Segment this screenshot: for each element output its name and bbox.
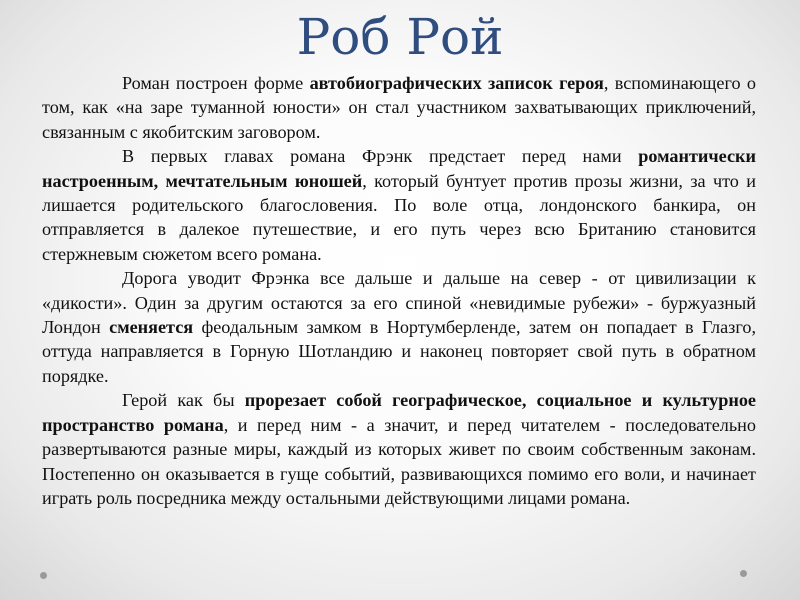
decorative-dot-icon xyxy=(40,572,47,579)
paragraph-1 xyxy=(42,71,756,144)
paragraph-1-text-end: , вспоминающего о том, как «на заре туманной юности» он стал участником захватывающих приключений, связанным с якобитским заговором. xyxy=(42,73,756,142)
paragraph-2-emphasis: романтически настроенным, мечтательным юношей xyxy=(42,146,756,191)
paragraph-2 xyxy=(42,144,756,266)
paragraph-2-text: В первых главах романа Фрэнк предстает перед нами xyxy=(122,146,639,167)
paragraph-4-text: Герой как бы xyxy=(122,390,245,411)
paragraph-4-emphasis: прорезает собой географическое, социальное и культурное пространство романа xyxy=(42,390,756,435)
paragraph-2-text-end: , который бунтует против прозы жизни, за что и лишается родительского благословения. По воле отца, лондонского банкира, он отправляется в далекое путешествие, и его путь через всю Британию становится стержневым сюжетом всего романа. xyxy=(42,170,757,264)
paragraph-3 xyxy=(42,266,756,388)
slide-title: Роб Рой xyxy=(296,8,504,66)
decorative-dot-icon xyxy=(740,570,747,577)
paragraph-3-text-end: феодальным замком в Нортумберленде, затем он попадает в Глазго, оттуда направляется в Горную Шотландию и наконец повторяет свой путь в обратном порядке. xyxy=(42,317,757,386)
paragraph-3-emphasis: сменяется xyxy=(109,317,194,338)
paragraph-4-text-end: , и перед ним - а значит, и перед читателем - последовательно развертываются разные миры, каждый из которых живет по своим собственным законам. Постепенно он оказывается в гуще событий, развивающихся помимо его воли, и начинает играть роль посредника между остальными действующими лицами романа. xyxy=(42,414,756,508)
paragraph-1-text: Роман построен форме xyxy=(122,73,310,93)
paragraph-1-emphasis: автобиографических записок героя xyxy=(309,73,604,93)
slide-body-text xyxy=(42,71,756,510)
paragraph-4 xyxy=(42,388,756,510)
paragraph-3-text: Дорога уводит Фрэнка все дальше и дальше на север - от цивилизации к «дикости». Один за другим остаются за его спиной «невидимые рубежи» - буржуазный Лондон xyxy=(42,268,756,338)
